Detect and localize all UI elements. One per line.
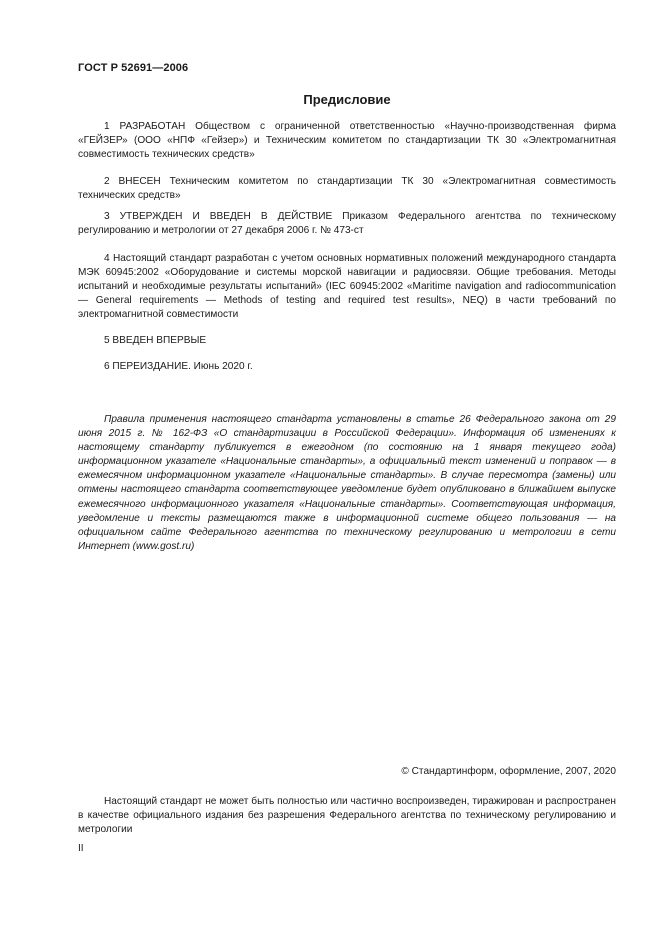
reproduction-notice: Настоящий стандарт не может быть полностью или частично воспроизведен, тиражирован и распространен в качестве официального издания без разрешения Федерального агентства по техническому регулированию и метрологии [78, 796, 616, 835]
copyright-line: © Стандартинформ, оформление, 2007, 2020 [401, 766, 616, 777]
page-title: Предисловие [303, 92, 391, 107]
paragraph-2: 2 ВНЕСЕН Техническим комитетом по стандартизации ТК 30 «Электромагнитная совместимость технических средств» [78, 176, 616, 201]
paragraph-6: 6 ПЕРЕИЗДАНИЕ. Июнь 2020 г. [104, 361, 253, 372]
paragraph-5: 5 ВВЕДЕН ВПЕРВЫЕ [104, 335, 207, 346]
page-number: II [78, 843, 84, 854]
standard-code: ГОСТ Р 52691—2006 [78, 62, 189, 74]
paragraph-1: 1 РАЗРАБОТАН Обществом с ограниченной ответственностью «Научно-производственная фирма «ГЕЙЗЕР» (ООО «НПФ «Гейзер») и Техническим комитетом по стандартизации ТК 30 «Электромагнитная совместимость технических средств» [78, 121, 616, 160]
paragraph-3: 3 УТВЕРЖДЕН И ВВЕДЕН В ДЕЙСТВИЕ Приказом Федерального агентства по техническому регулированию и метрологии от 27 декабря 2006 г. № 473-ст [78, 211, 616, 236]
legal-notice: Правила применения настоящего стандарта установлены в статье 26 Федерального закона от 29 июня 2015 г. № 162-ФЗ «О стандартизации в Российской Федерации». Информация об изменениях к настоящему стандарту публикуется в ежегодном (по состоянию на 1 января текущего года) информационном указателе «Национальные стандарты», а официальный текст изменений и поправок — в ежемесячном информационном указателе «Национальные стандарты». В случае пересмотра (замены) или отмены настоящего стандарта соответствующее уведомление будет опубликовано в ближайшем выпуске ежемесячного информационного указателя «Национальные стандарты». Соответствующая информация, уведомление и тексты размещаются также в информационной системе общего пользования — на официальном сайте Федерального агентства по техническому регулированию и метрологии в сети Интернет (www.gost.ru) [78, 414, 616, 552]
paragraph-4: 4 Настоящий стандарт разработан с учетом основных нормативных положений международного стандарта МЭК 60945:2002 «Оборудование и системы морской навигации и радиосвязи. Общие требования. Методы испытаний и необходимые результаты испытаний» (IEC 60945:2002 «Maritime navigation and radiocommunication — General requirements — Methods of testing and required test results», NEQ) в части требований по электромагнитной совместимости [78, 253, 616, 320]
